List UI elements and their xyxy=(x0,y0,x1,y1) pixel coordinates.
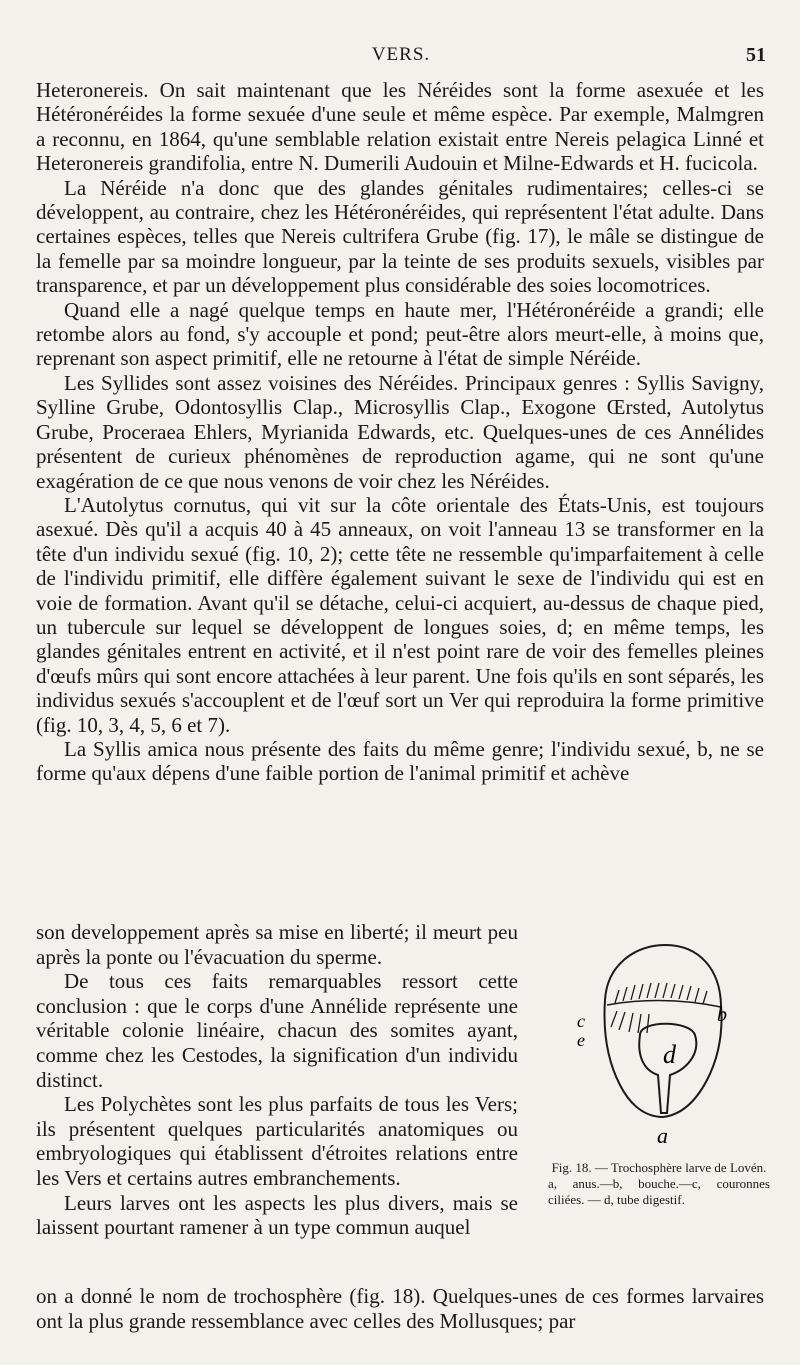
label-c: c xyxy=(577,1011,585,1031)
text-beside-figure xyxy=(36,920,518,1240)
paragraph: La Syllis amica nous présente des faits du même genre; l'individu sexué, b, ne se forme qu'aux dépens d'une faible portion de l'animal primitif et achève xyxy=(36,736,764,786)
text-after-figure xyxy=(36,1284,764,1333)
running-header xyxy=(36,44,766,74)
label-e: e xyxy=(577,1030,585,1050)
paragraph: Quand elle a nagé quelque temps en haute mer, l'Hétéronéréide a grandi; elle retombe alors au fond, s'y accouple et pond; peut-être alors meurt-elle, à moins que, reprenant son aspect primitif, elle ne retourne à l'état de simple Néréide. xyxy=(36,297,764,371)
paragraph: Les Syllides sont assez voisines des Néréides. Principaux genres : Syllis Savigny, Sylline Grube, Odontosyllis Clap., Microsyllis Clap., Exogone Œrsted, Autolytus Grube, Proceraea Ehlers, Myrianida Edwards, etc. Quelques-unes de ces Annélides présentent de curieux phénomènes de reproduction agame, qui ne sont qu'une exagération de ce que nous venons de voir chez les Néréides. xyxy=(36,370,764,493)
cilia xyxy=(611,983,707,1033)
larva-outline xyxy=(605,945,722,1117)
paragraph: La Néréide n'a donc que des glandes génitales rudimentaires; celles-ci se développent, au contraire, chez les Hétéronéréides, qui représentent l'état adulte. Dans certaines espèces, telles que Nereis cultrifera Grube (fig. 17), le mâle se distingue de la femelle par sa moindre longueur, par la teinte de ses produits sexuels, visibles par transparence, et par un développement plus considérable des soies locomotrices. xyxy=(36,175,764,298)
figure-caption xyxy=(548,1160,770,1208)
label-b: b xyxy=(717,1004,727,1026)
trochosphere-figure xyxy=(545,935,775,1150)
paragraph: on a donné le nom de trochosphère (fig. 18). Quelques-unes de ces formes larvaires ont la plus grande ressemblance avec celles des Mollusques; par xyxy=(36,1284,764,1333)
main-text-block xyxy=(36,78,764,786)
page-number: 51 xyxy=(746,44,766,66)
paragraph: Les Polychètes sont les plus parfaits de tous les Vers; ils présentent quelques particularités anatomiques ou embryologiques qui établissent d'étroites relations entre les Vers et certains autres embranchements. xyxy=(36,1092,518,1190)
caption-body: a, anus.—b, bouche.—c, couronnes ciliées. — d, tube digestif. xyxy=(548,1176,770,1207)
paragraph: De tous ces faits remarquables ressort cette conclusion : que le corps d'une Annélide représente une véritable colonie linéaire, chacun des somites ayant, comme chez les Cestodes, la signification d'un individu distinct. xyxy=(36,969,518,1092)
caption-title: Fig. 18. — Trochosphère larve de Lovén. xyxy=(551,1160,767,1175)
label-a: a xyxy=(657,1123,668,1148)
label-d: d xyxy=(663,1040,676,1069)
paragraph: L'Autolytus cornutus, qui vit sur la côte orientale des États-Unis, est toujours asexué. Dès qu'il a acquis 40 à 45 anneaux, on voit l'anneau 13 se transformer en la tête d'un individu sexué (fig. 10, 2); cette tête ne ressemble qu'imparfaitement à celle de l'individu primitif, elle diffère également suivant le sexe de l'individu qui est en voie de formation. Avant qu'il se détache, celui-ci acquiert, au-dessus de chaque pied, un tubercule sur lequel se développent de longues soies, d; en même temps, les glandes génitales entrent en activité, et il n'est point rare de voir des femelles pleines d'œufs mûrs qui sont encore attachées à leur parent. Une fois qu'ils en sont séparés, les individus sexués s'accouplent et de l'œuf sort un Ver qui reproduira la forme primitive (fig. 10, 3, 4, 5, 6 et 7). xyxy=(36,492,764,737)
running-title: VERS. xyxy=(371,44,431,65)
paragraph: son developpement après sa mise en liberté; il meurt peu après la ponte ou l'évacuation du sperme. xyxy=(36,920,518,969)
paragraph: Heteronereis. On sait maintenant que les Néréides sont la forme asexuée et les Hétéronéréides la forme sexuée d'une seule et même espèce. Par exemple, Malmgren a reconnu, en 1864, qu'une semblable relation existait entre Nereis pelagica Linné et Heteronereis grandifolia, entre N. Dumerili Audouin et Milne-Edwards et H. fucicola. xyxy=(36,78,764,176)
paragraph: Leurs larves ont les aspects les plus divers, mais se laissent pourtant ramener à un type commun auquel xyxy=(36,1190,518,1240)
